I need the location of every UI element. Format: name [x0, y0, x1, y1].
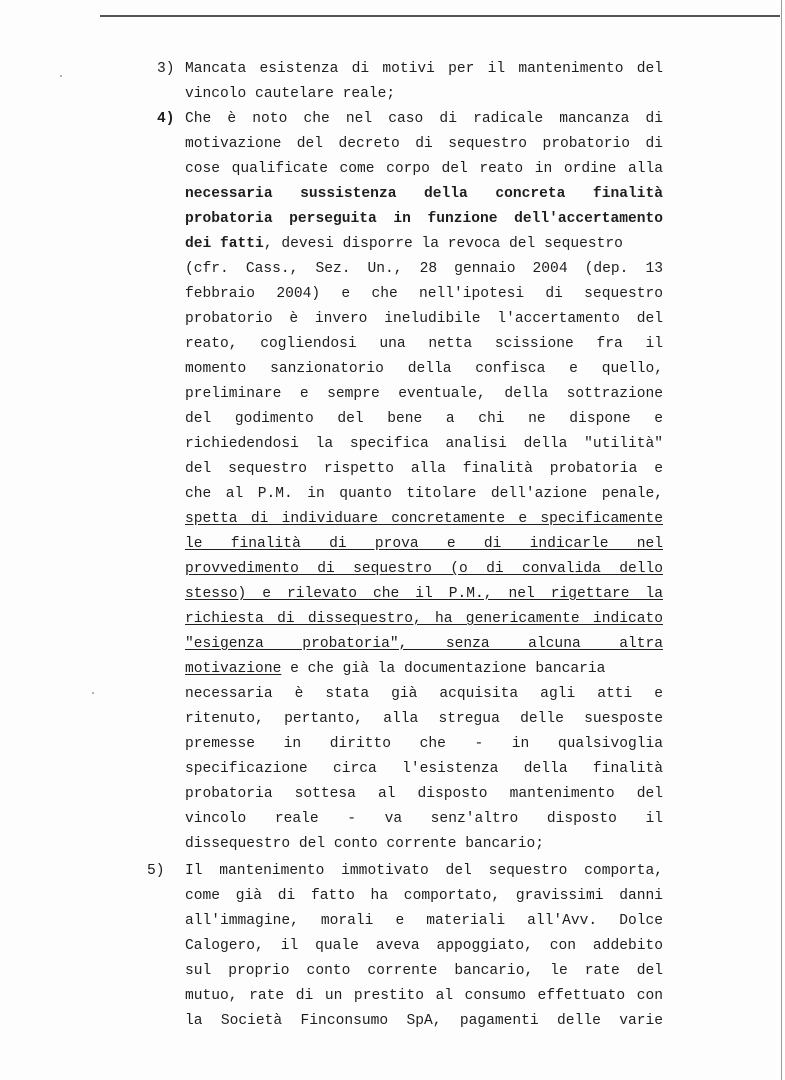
bold-text-line: necessaria sussistenza della concreta finalità [185, 186, 663, 202]
text-line: probatorio è invero ineludibile l'accertamento del [185, 311, 663, 327]
scan-speck [60, 75, 62, 77]
text-line: premesse in diritto che - in qualsivoglia [185, 736, 663, 752]
underlined-text-line: provvedimento di sequestro (o di convalida dello [185, 561, 663, 577]
bold-text-line: probatoria perseguita in funzione dell'accertamento [185, 211, 663, 227]
text-line: del godimento del bene a chi ne dispone e [185, 411, 663, 427]
text-line: ritenuto, pertanto, alla stregua delle suesposte [185, 711, 663, 727]
text-line: probatoria sottesa al disposto mantenimento del [185, 786, 663, 802]
text-fragment: , devesi disporre la revoca del sequestro [263, 236, 623, 252]
text-line: mutuo, rate di un prestito al consumo effettuato con [185, 988, 663, 1004]
text-line: vincolo reale - va senz'altro disposto il [185, 811, 663, 827]
text-line: necessaria è stata già acquisita agli atti e [185, 686, 663, 702]
text-line: del sequestro rispetto alla finalità probatoria e [185, 461, 663, 477]
text-line: come già di fatto ha comportato, gravissimi danni [185, 888, 663, 904]
text-line: Mancata esistenza di motivi per il mantenimento del [185, 61, 663, 77]
text-line: cose qualificate come corpo del reato in ordine alla [185, 161, 663, 177]
text-line-mixed [185, 660, 663, 678]
text-line: reato, cogliendosi una netta scissione fra il [185, 336, 663, 352]
text-line: febbraio 2004) e che nell'ipotesi di sequestro [185, 286, 663, 302]
text-line: Calogero, il quale aveva appoggiato, con addebito [185, 938, 663, 954]
text-line: specificazione circa l'esistenza della finalità [185, 761, 663, 777]
underlined-text-line: "esigenza probatoria", senza alcuna altra [185, 636, 663, 652]
scan-speck [92, 692, 94, 694]
text-line: (cfr. Cass., Sez. Un., 28 gennaio 2004 (dep. 13 [185, 261, 663, 277]
underlined-text-line: le finalità di prova e di indicarle nel [185, 536, 663, 552]
text-line: all'immagine, morali e materiali all'Avv. Dolce [185, 913, 663, 929]
underlined-text-line: spetta di individuare concretamente e specificamente [185, 511, 663, 527]
text-line-mixed [185, 235, 663, 253]
text-line: dissequestro del conto corrente bancario; [185, 836, 545, 852]
underlined-text-line: stesso) e rilevato che il P.M., nel rigettare la [185, 586, 663, 602]
page-edge [781, 0, 782, 1080]
text-line: che al P.M. in quanto titolare dell'azione penale, [185, 486, 663, 502]
text-fragment: e che già la documentazione bancaria [281, 661, 606, 677]
item-number: 3) [157, 61, 175, 77]
text-line: vincolo cautelare reale; [185, 86, 396, 102]
item-number: 4) [157, 111, 175, 127]
text-line: momento sanzionatorio della confisca e quello, [185, 361, 663, 377]
underlined-text-line: richiesta di dissequestro, ha genericamente indicato [185, 611, 663, 627]
text-line: Il mantenimento immotivato del sequestro comporta, [185, 863, 663, 879]
text-line: Che è noto che nel caso di radicale mancanza di [185, 111, 663, 127]
bold-phrase: dei fatti [185, 236, 264, 252]
text-line: sul proprio conto corrente bancario, le rate del [185, 963, 663, 979]
text-line: la Società Finconsumo SpA, pagamenti delle varie [185, 1013, 663, 1029]
text-line: richiedendosi la specifica analisi della "utilità" [185, 436, 663, 452]
top-rule [100, 15, 780, 17]
item-number: 5) [147, 863, 165, 879]
underlined-phrase: motivazione [185, 661, 282, 677]
text-line: preliminare e sempre eventuale, della sottrazione [185, 386, 663, 402]
text-line: motivazione del decreto di sequestro probatorio di [185, 136, 663, 152]
